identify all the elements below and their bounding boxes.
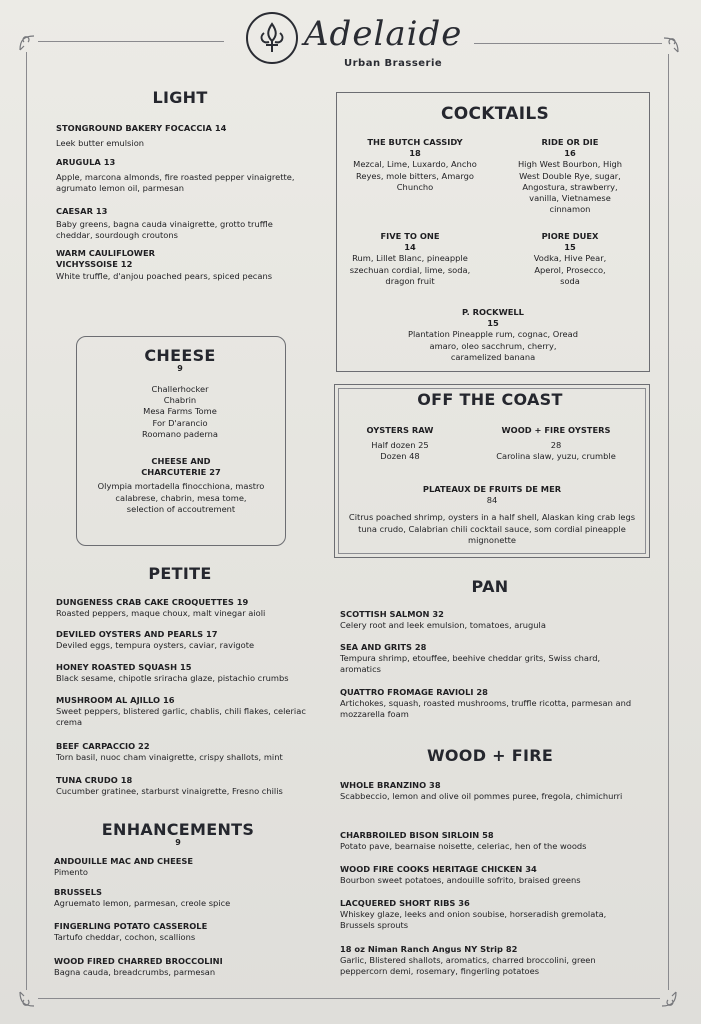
item-desc: Agruemato lemon, parmesan, creole spice <box>54 898 231 909</box>
cocktail-item <box>524 231 616 287</box>
item-desc: Torn basil, nuoc cham vinaigrette, crispy shallots, mint <box>56 752 283 763</box>
cheese-name: Challerhocker <box>151 384 209 394</box>
item-desc: Deviled eggs, tempura oysters, caviar, ravigote <box>56 640 255 651</box>
oysters-raw <box>350 425 450 463</box>
item-name: CAESAR 13 <box>56 206 108 216</box>
item-name: WOOD + FIRE OYSTERS <box>501 425 611 435</box>
item-price: 28 <box>550 440 562 451</box>
item-name: SCOTTISH SALMON 32 <box>340 609 444 619</box>
item-price: 18 <box>409 148 421 159</box>
item-desc: Vodka, Hive Pear, Aperol, Prosecco, soda <box>533 253 607 286</box>
cocktail-item <box>340 231 480 287</box>
item-price: 14 <box>404 242 416 253</box>
item-name: OYSTERS RAW <box>366 425 434 435</box>
item-name: BEEF CARPACCIO 22 <box>56 741 150 751</box>
item-desc: Black sesame, chipotle sriracha glaze, pistachio crumbs <box>56 673 289 684</box>
item-desc: Citrus poached shrimp, oysters in a half shell, Alaskan king crab legs tuna crudo, Calabrian chili cocktail sauce, som cordial pineapple mignonette <box>348 512 636 545</box>
menu-item <box>54 921 304 943</box>
corner-ornament-icon <box>16 32 38 54</box>
cheese-name: Roomano paderna <box>141 428 218 439</box>
item-desc: Leek butter emulsion <box>56 138 145 149</box>
item-desc: Artichokes, squash, roasted mushrooms, truffle ricotta, parmesan and mozzarella foam <box>340 698 632 720</box>
item-name: WHOLE BRANZINO 38 <box>340 780 441 790</box>
frame-left <box>26 52 27 990</box>
corner-ornament-icon <box>658 988 680 1010</box>
item-name: HONEY ROASTED SQUASH 15 <box>56 662 192 672</box>
item-desc: Apple, marcona almonds, fire roasted pepper vinaigrette, agrumato lemon oil, parmesan <box>56 172 295 194</box>
item-desc: Mezcal, Lime, Luxardo, Ancho Reyes, mole bitters, Amargo Chuncho <box>353 159 477 192</box>
item-name: SEA AND GRITS 28 <box>340 642 427 652</box>
item-desc: Plantation Pineapple rum, cognac, Oread amaro, oleo sacchrum, cherry, caramelized banana <box>408 329 578 362</box>
brand-name: Adelaide <box>304 14 463 54</box>
item-name: THE BUTCH CASSIDY <box>367 137 463 147</box>
cocktail-item <box>350 137 480 193</box>
cheese-list <box>100 384 260 440</box>
frame-top-left <box>38 41 224 42</box>
pan-heading: PAN <box>471 577 509 596</box>
menu-item <box>340 780 630 802</box>
menu-item <box>54 956 304 978</box>
charcuterie-item <box>96 456 266 515</box>
item-desc: White truffle, d'anjou poached pears, spiced pecans <box>56 271 273 281</box>
item-name: STONGROUND BAKERY FOCACCIA 14 <box>56 123 227 133</box>
petite-heading: PETITE <box>148 564 212 583</box>
item-desc: Carolina slaw, yuzu, crumble <box>496 451 616 462</box>
menu-item <box>54 856 304 878</box>
item-price: 15 <box>564 242 576 253</box>
item-price: Half dozen 25 <box>371 440 429 451</box>
item-name: TUNA CRUDO 18 <box>56 775 133 785</box>
menu-item <box>56 662 326 684</box>
menu-item <box>340 830 640 852</box>
menu-item <box>56 248 216 270</box>
item-name: WOOD FIRED CHARRED BROCCOLINI <box>54 956 223 966</box>
cheese-name: For D'arancio <box>152 417 208 428</box>
brand-tagline: Urban Brasserie <box>344 58 443 69</box>
wood-fire-heading: WOOD + FIRE <box>426 746 554 765</box>
item-name: MUSHROOM AL AJILLO 16 <box>56 695 175 705</box>
cheese-name: Chabrin <box>163 395 197 406</box>
menu-item <box>56 123 306 149</box>
enhancements-price: 9 <box>175 838 181 847</box>
brand-logo <box>246 12 546 72</box>
item-name: PLATEAUX DE FRUITS DE MER <box>422 484 562 494</box>
menu-item <box>56 775 316 797</box>
item-desc: Scabbeccio, lemon and olive oil pommes puree, fregola, chimichurri <box>340 791 623 802</box>
item-name: PIORE DUEX <box>541 231 599 241</box>
coast-heading: OFF THE COAST <box>417 390 563 409</box>
item-name: QUATTRO FROMAGE RAVIOLI 28 <box>340 687 488 697</box>
menu-item <box>340 642 640 676</box>
item-desc: Celery root and leek emulsion, tomatoes, arugula <box>340 620 546 631</box>
item-desc: Bourbon sweet potatoes, andouille sofrito, braised greens <box>340 875 581 886</box>
menu-item <box>56 206 286 242</box>
item-price: 15 <box>487 318 499 329</box>
cheese-heading: CHEESE <box>144 346 216 365</box>
item-name: CHARCUTERIE 27 <box>141 467 221 478</box>
item-name: BRUSSELS <box>54 887 102 897</box>
plateaux-item <box>344 484 640 546</box>
menu-item <box>56 741 316 763</box>
item-name: RIDE OR DIE <box>541 137 599 147</box>
item-desc: Bagna cauda, breadcrumbs, parmesan <box>54 967 216 978</box>
enhancements-heading: ENHANCEMENTS <box>101 820 255 839</box>
menu-item <box>56 629 316 651</box>
cocktail-item <box>406 307 580 363</box>
item-name: CHARBROILED BISON SIRLOIN 58 <box>340 830 494 840</box>
menu-item <box>56 157 296 195</box>
item-name: WARM CAULIFLOWER VICHYSSOISE 12 <box>56 248 156 270</box>
item-desc: Tartufo cheddar, cochon, scallions <box>54 932 196 943</box>
cocktails-heading: COCKTAILS <box>440 104 550 124</box>
light-heading: LIGHT <box>152 88 208 107</box>
item-name: DUNGENESS CRAB CAKE CROQUETTES 19 <box>56 597 249 607</box>
menu-item <box>340 898 640 932</box>
item-desc: Garlic, Blistered shallots, aromatics, charred broccolini, green peppercorn demi, rosemary, fingerling potatoes <box>340 955 596 977</box>
frame-bottom <box>38 998 660 999</box>
item-desc: Potato pave, bearnaise noisette, celeriac, hen of the woods <box>340 841 587 852</box>
item-desc: High West Bourbon, High West Double Rye, sugar, Angostura, strawberry, vanilla, Vietnamese cinnamon <box>517 159 623 215</box>
menu-item <box>340 687 640 721</box>
item-desc: Roasted peppers, maque choux, malt vinegar aioli <box>56 608 266 619</box>
cocktail-item <box>508 137 632 215</box>
item-price: 16 <box>564 148 576 159</box>
item-name: FIVE TO ONE <box>380 231 440 241</box>
item-name: WOOD FIRE COOKS HERITAGE CHICKEN 34 <box>340 864 537 874</box>
menu-item <box>56 695 306 729</box>
item-name: DEVILED OYSTERS AND PEARLS 17 <box>56 629 218 639</box>
item-price: Dozen 48 <box>380 451 420 462</box>
item-name: 18 oz Niman Ranch Angus NY Strip 82 <box>340 944 518 954</box>
item-price: 84 <box>486 495 498 506</box>
menu-item <box>340 609 640 631</box>
item-name: P. ROCKWELL <box>462 307 524 317</box>
item-name: FINGERLING POTATO CASSEROLE <box>54 921 208 931</box>
frame-right <box>668 54 669 990</box>
cheese-price: 9 <box>177 364 183 373</box>
item-desc: Sweet peppers, blistered garlic, chablis, chili flakes, celeriac crema <box>56 706 306 728</box>
item-desc-row <box>56 271 306 282</box>
corner-ornament-icon <box>16 988 38 1010</box>
item-name: ANDOUILLE MAC AND CHEESE <box>54 856 194 866</box>
corner-ornament-icon <box>660 34 682 56</box>
menu-item <box>54 887 304 909</box>
menu-item <box>340 864 640 886</box>
item-name: LACQUERED SHORT RIBS 36 <box>340 898 470 908</box>
item-desc: Whiskey glaze, leeks and onion soubise, horseradish gremolata, Brussels sprouts <box>340 909 607 931</box>
menu-item <box>56 597 316 619</box>
item-desc: Cucumber gratinee, starburst vinaigrette, Fresno chilis <box>56 786 283 797</box>
item-desc: Tempura shrimp, etouffee, beehive cheddar grits, Swiss chard, aromatics <box>340 653 601 675</box>
item-desc: Olympia mortadella finocchiona, mastro calabrese, chabrin, mesa tome, selection of accoutrement <box>97 481 265 514</box>
wood-fire-oysters <box>486 425 626 463</box>
cheese-name: Mesa Farms Tome <box>143 406 217 417</box>
item-desc: Rum, Lillet Blanc, pineapple szechuan cordial, lime, soda, dragon fruit <box>349 253 471 286</box>
item-name: ARUGULA 13 <box>56 157 116 167</box>
fleur-de-lis-icon <box>246 12 298 64</box>
item-desc: Baby greens, bagna cauda vinaigrette, grotto truffle cheddar, sourdough croutons <box>56 219 273 241</box>
item-desc: Pimento <box>54 867 88 878</box>
item-name: CHEESE AND <box>151 456 211 466</box>
menu-item <box>340 944 640 978</box>
